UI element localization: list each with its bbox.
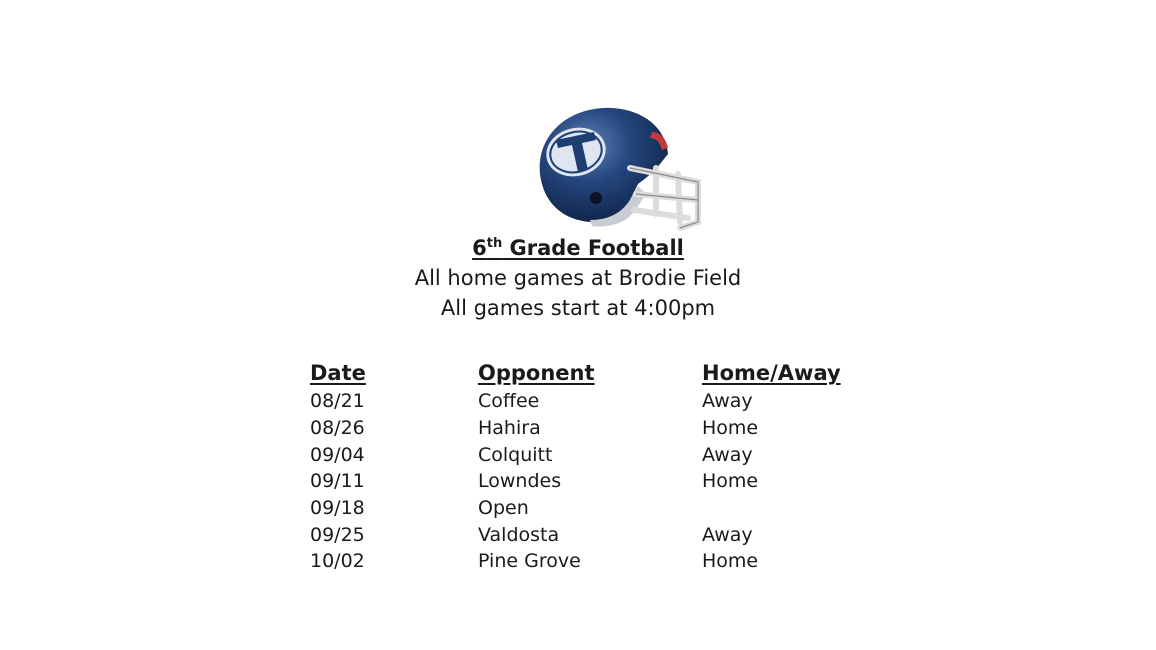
date-column-header: Date xyxy=(310,361,366,385)
table-row xyxy=(310,548,902,575)
game-date: 08/26 xyxy=(310,417,365,440)
game-date: 09/18 xyxy=(310,497,365,520)
page-title: 6th Grade Football xyxy=(472,236,684,260)
game-opponent: Hahira xyxy=(478,417,541,440)
table-row xyxy=(310,495,902,522)
game-date: 09/25 xyxy=(310,523,365,546)
game-date: 09/11 xyxy=(310,470,365,493)
game-location: Home xyxy=(702,470,759,493)
game-opponent: Lowndes xyxy=(478,470,562,493)
game-location: Away xyxy=(702,390,753,413)
game-location: Away xyxy=(702,523,753,546)
game-opponent: Valdosta xyxy=(478,523,560,546)
home-away-column-header: Home/Away xyxy=(702,361,841,385)
home-field-note: All home games at Brodie Field xyxy=(414,266,742,290)
game-location: Home xyxy=(702,550,759,573)
game-opponent: Coffee xyxy=(478,390,540,413)
opponent-column-header: Opponent xyxy=(478,361,595,385)
game-location: Away xyxy=(702,443,753,466)
table-row xyxy=(310,521,902,548)
game-opponent: Pine Grove xyxy=(478,550,581,573)
game-date: 10/02 xyxy=(310,550,365,573)
ordinal-suffix: th xyxy=(486,236,503,251)
table-row xyxy=(310,441,902,468)
table-row xyxy=(310,415,902,442)
game-date: 09/04 xyxy=(310,443,365,466)
table-row xyxy=(310,468,902,495)
table-row xyxy=(310,388,902,415)
game-date: 08/21 xyxy=(310,390,365,413)
schedule-table xyxy=(310,358,902,575)
schedule-header-row xyxy=(310,358,902,388)
game-opponent: Colquitt xyxy=(478,443,553,466)
game-opponent: Open xyxy=(478,497,529,520)
football-helmet-icon xyxy=(530,102,706,232)
game-location: Home xyxy=(702,417,759,440)
start-time-note: All games start at 4:00pm xyxy=(440,296,716,320)
